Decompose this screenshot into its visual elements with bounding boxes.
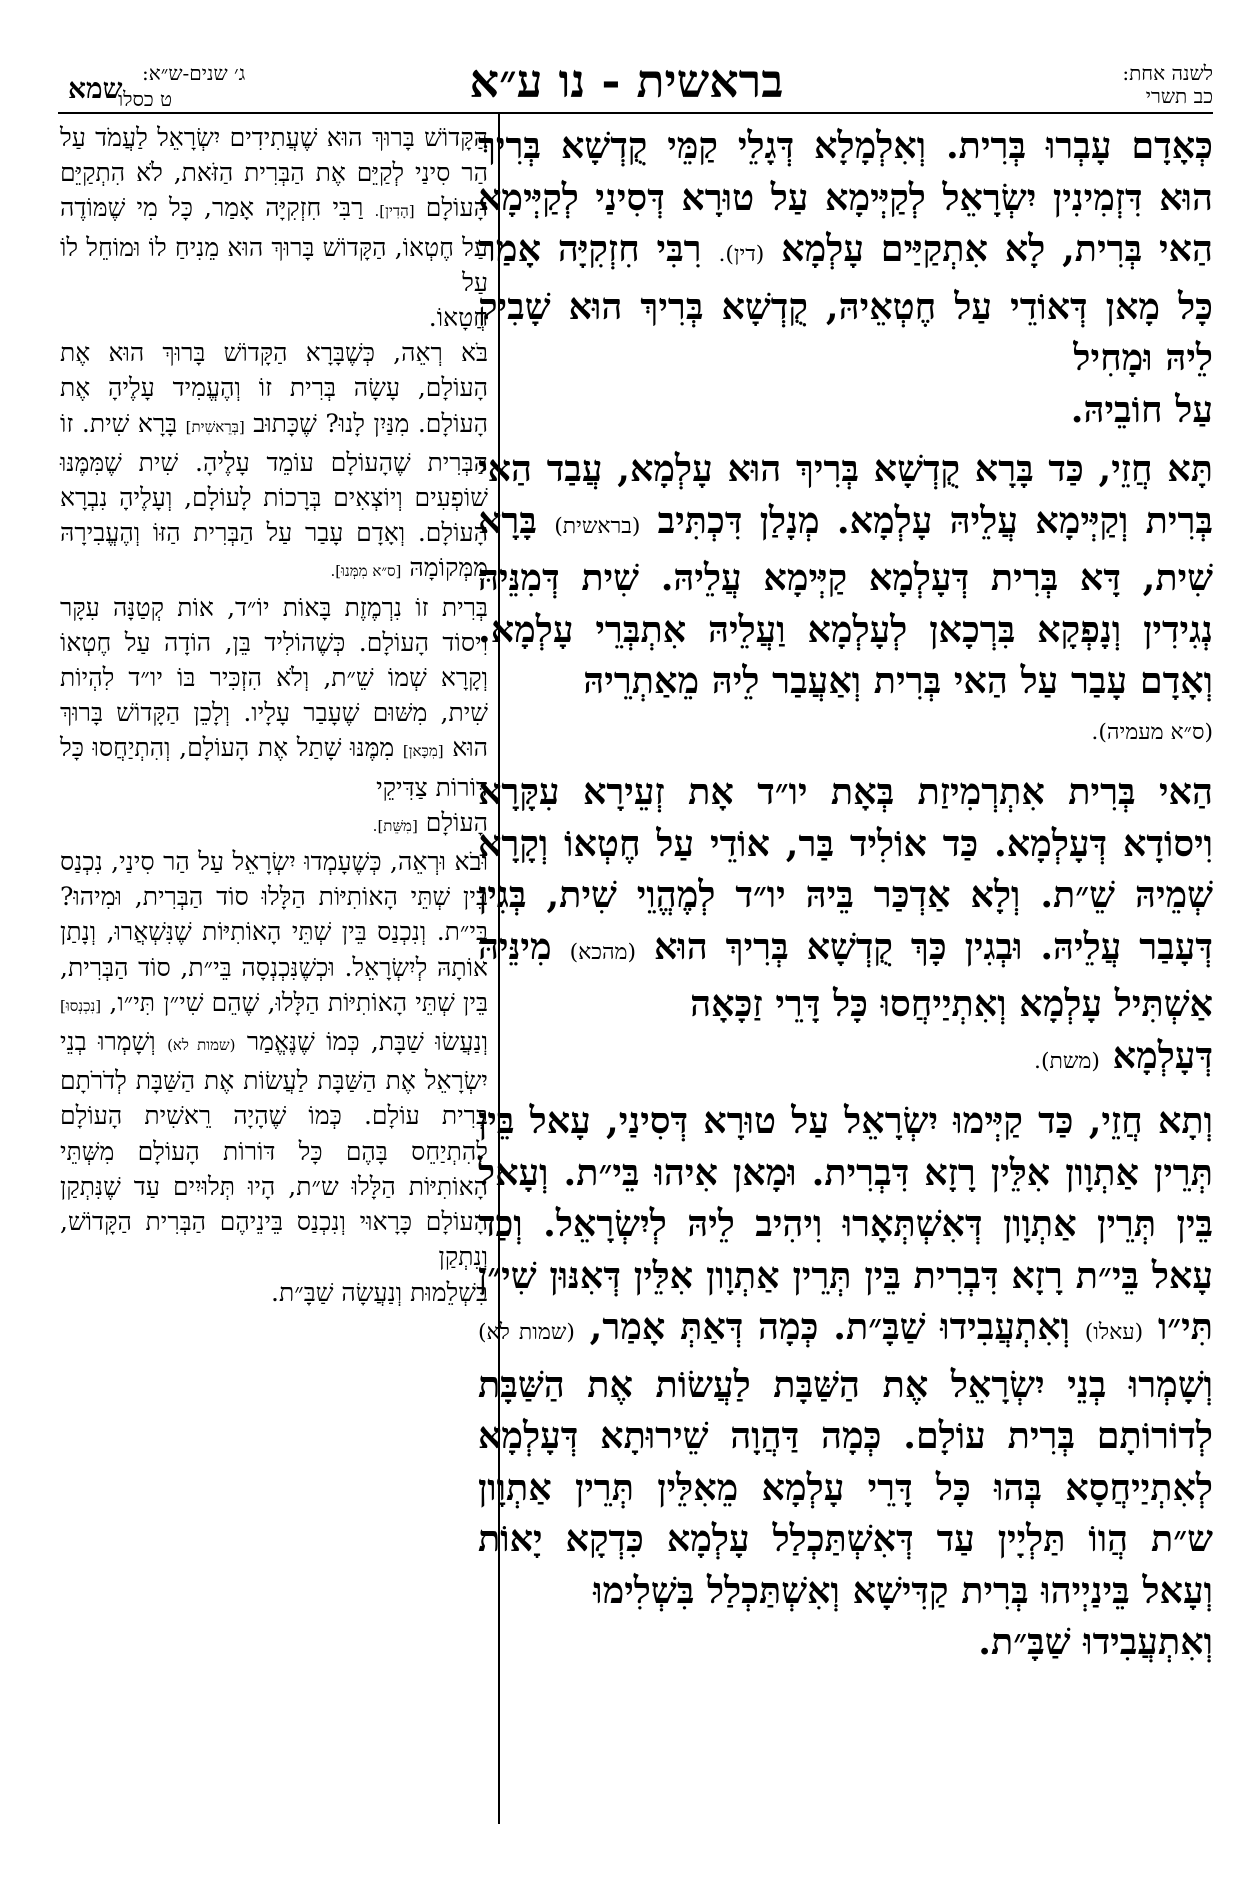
main-paragraph-4 xyxy=(478,1095,1213,1668)
side-text: בִּשְׁלֵמוּת וְנַעֲשָׂה שַׁבָּ״ת. xyxy=(271,1277,488,1307)
header-year-label: לשנה אחת: xyxy=(1122,61,1213,85)
side-text: רַבִּי חִזְקִיָּה אָמַר, כָּל מִי שֶׁמּוֹדֶה עַל חֶטְאוֹ, הַקָּדוֹשׁ בָּרוּךְ הוּא מֵנִיחַ לוֹ וּמוֹחֵל לוֹ עַל xyxy=(60,193,488,297)
source-ref: (בראשית) xyxy=(554,513,641,539)
source-ref: [מִשֵּׁת]. xyxy=(372,816,418,835)
source-ref: [ס״א מִמְּנוּ]. xyxy=(330,562,402,581)
header-divider xyxy=(58,112,1213,114)
source-ref: (משת). xyxy=(1034,1048,1100,1074)
main-text: בָּרָא שִׁית, דָּא בְּרִית דְּעָלְמָא קַיְּימָא עֲלֵיהּ. שִׁית דְּמִנֵּיהּ נְגִידִין וְנָפְקָא בִּרְכָאן לְעָלְמָא וַעֲלֵיהּ אִתְבְּרֵי עָלְמָא. וְאָדָם עָבַר עַל הַאי בְּרִית וְאַעֲבַר לֵיהּ מֵאַתְרֵיהּ xyxy=(478,498,1213,702)
header-date: כב תשרי xyxy=(1145,84,1213,108)
source-ref: (ס״א מעמיה). xyxy=(1091,719,1213,745)
side-text: בָּרָא שִׁית. זוֹ הַבְּרִית שֶׁהָעוֹלָם עוֹמֵד עָלֶיהָ. שִׁית שֶׁמִּמֶּנּוּ שׁוֹפְעִים וְיוֹצְאִים בְּרָכוֹת לָעוֹלָם, וְעָלֶיהָ נִבְרָא הָעוֹלָם. וְאָדָם עָבַר עַל הַבְּרִית הַזּוֹ וְהֶעֱבִירָהּ מִמְּקוֹמָהּ xyxy=(60,408,488,583)
side-text: הָעוֹלָם xyxy=(425,807,488,837)
side-paragraph-4 xyxy=(60,844,488,1310)
header-page-number: שמא xyxy=(68,72,123,105)
main-text: תָּא חֲזֵי, כַּד בָּרָא קֻדְשָׁא בְּרִיךְ הוּא עָלְמָא, עֲבַד הַאי בְּרִית וְקַיְּימָא עֲלֵיהּ עָלְמָא. מְנָלַן דִּכְתִּיב xyxy=(478,447,1213,542)
header-cycle-label: ג׳ שנים-ש״א: xyxy=(142,61,246,85)
header-cycle-date: ט כסלו xyxy=(118,87,173,111)
source-ref: [בְּרֵאשִׁית] xyxy=(185,417,245,436)
source-ref: (דין). xyxy=(718,242,765,267)
source-ref: (עאלו) xyxy=(1084,1320,1144,1345)
main-text: וְתָא חֲזֵי, כַּד קַיְּימוּ יִשְׂרָאֵל עַל טוּרָא דְּסִינַי, עָאל בֵּין תְּרֵין אַתְוָון אִלֵּין רָזָא דִּבְרִית. וּמָאן אִיהוּ בֵּי״ת. וְעָאל בֵּין תְּרֵין אַתְוָון דְּאִשְׁתְּאָרוּ וִיהִיב לֵיהּ לְיִשְׂרָאֵל. וְכַד עָאל בֵּי״ת רָזָא דִּבְרִית בֵּין תְּרֵין אַתְוָון אִלֵּין דְּאִנּוּן שִׁי״ן תִּי״ו xyxy=(478,1099,1214,1348)
side-text: וְנַעֲשׂוּ שַׁבָּת, כְּמוֹ שֶׁנֶּאֱמַר xyxy=(246,1027,489,1057)
source-ref: [הָדִין]. xyxy=(374,202,415,221)
main-paragraph-1 xyxy=(478,120,1213,435)
side-text: וּבֹא וּרְאֵה, כְּשֶׁעָמְדוּ יִשְׂרָאֵל עַל הַר סִינַי, נִכְנַס בֵּין שְׁתֵּי הָאוֹתִיּוֹת הַלָּלוּ סוֹד הַבְּרִית, וּמִיהוּ? בֵּי״ת. וְנִכְנַס בֵּין שְׁתֵּי הָאוֹתִיּוֹת שֶׁנִּשְׁאֲרוּ, וְנָתַן אוֹתָהּ לְיִשְׂרָאֵל. וּכְשֶׁנִּכְנְסָה בֵּי״ת, סוֹד הַבְּרִית, בֵּין שְׁתֵּי הָאוֹתִיּוֹת הַלָּלוּ, שֶׁהֵם שִׁי״ן תִּי״ו, xyxy=(60,847,488,1017)
side-text: חֲטָאוֹ. xyxy=(428,303,488,333)
source-ref: [נִכְנְסוּ] xyxy=(60,996,102,1015)
source-ref: [מִכָּאן] xyxy=(402,742,444,761)
main-text: עַל חוֹבֵיהּ. xyxy=(1070,387,1213,431)
main-paragraph-3 xyxy=(478,766,1213,1087)
hebrew-translation-column xyxy=(60,120,488,1310)
main-paragraph-2 xyxy=(478,443,1213,758)
main-text: וְאִתְעֲבִידוּ שַׁבָּ״ת. xyxy=(978,1620,1213,1663)
side-paragraph-1 xyxy=(60,120,488,335)
main-text: הַאי בְּרִית אִתְרְמִיזַת בְּאָת יו״ד אָת זְעֵירָא עִקָּרָא וִיסוֹדָא דְּעָלְמָא. כַּד אוֹלִיד בַּר, אוֹדֵי עַל חֶטְאוֹ וְקָרָא שְׁמֵיהּ שֵׁ״ת. וְלָא אַדְכַּר בֵּיהּ יו״ד לְמֶהֱוֵי שִׁית, בְּגִין דְּעָבַר עֲלֵיהּ. וּבְגִין כָּךְ קֻדְשָׁא בְּרִיךְ הוּא xyxy=(478,770,1213,968)
side-paragraph-3 xyxy=(60,590,488,844)
main-text: וְאִתְעֲבִידוּ שַׁבָּ״ת. כְּמָה דְּאַתְּ אָמַר, xyxy=(589,1305,1071,1348)
side-text: בֹּא רְאֵה, כְּשֶׁבָּרָא הַקָּדוֹשׁ בָּרוּךְ הוּא אֶת הָעוֹלָם, עָשָׂה בְּרִית זוֹ וְהֶעֱמִיד עָלֶיהָ אֶת הָעוֹלָם. מִנַּיִן לָנוּ? שֶׁכָּתוּב xyxy=(60,338,488,438)
side-paragraph-2 xyxy=(60,335,488,589)
main-text: רִבִּי חִזְקִיָּה אָמַר כָּל מָאן דְּאוֹדֵי עַל חֶטְאֵיהּ, קֻדְשָׁא בְּרִיךְ הוּא שָׁבִיק לֵיהּ וּמָחִיל xyxy=(478,227,1213,379)
main-text: מִינֵּיהּ אַשְׁתִּיל עָלְמָא וְאִתְיַיחֲסוּ כָּל דָּרֵי זַכָּאָה xyxy=(478,924,1213,1025)
side-text: מִמֶּנּוּ שָׁתַל אֶת הָעוֹלָם, וְהִתְיַחֲסוּ כָּל דּוֹרוֹת צַדִּיקֵי xyxy=(60,733,488,802)
source-ref: (שמות לא) xyxy=(167,1036,236,1055)
source-ref: (שמות לא) xyxy=(478,1320,575,1345)
side-text: וְשָׁמְרוּ בְנֵי יִשְׂרָאֵל אֶת הַשַּׁבָּת לַעֲשׂוֹת אֶת הַשַּׁבָּת לְדֹרֹתָם בְּרִית עוֹלָם. כְּמוֹ שֶׁהָיָה רֵאשִׁית הָעוֹלָם לְהִתְיַחֵס בָּהֶם כָּל דּוֹרוֹת הָעוֹלָם מִשְּׁתֵּי הָאוֹתִיּוֹת הַלָּלוּ ש״ת, הָיוּ תְּלוּיִים עַד שֶׁנִּתְקַן הָעוֹלָם כָּרָאוּי וְנִכְנַס בֵּינֵיהֶם הַבְּרִית הַקָּדוֹשׁ, וְנִתְקַן xyxy=(60,1027,488,1272)
page-title: בראשית - נו ע״א xyxy=(469,54,784,108)
source-ref: (מהכא) xyxy=(569,939,637,965)
side-text: הַקָּדוֹשׁ בָּרוּךְ הוּא שֶׁעֲתִידִים יִשְׂרָאֵל לַעֲמֹד עַל הַר סִינַי לְקַיֵּם אֶת הַבְּרִית הַזֹּאת, לֹא הִתְקַיֵּם הָעוֹלָם xyxy=(60,123,488,223)
main-text: וְשָׁמְרוּ בְנֵי יִשְׂרָאֵל אֶת הַשַּׁבָּת לַעֲשׂוֹת אֶת הַשַּׁבָּת לְדוֹרוֹתָם בְּרִית עוֹלָם. כְּמָה דַּהֲוָה שֵׁירוּתָא דְּעָלְמָא לְאִתְיַיחֲסָא בְּהוּ כָּל דָּרֵי עָלְמָא מֵאִלֵּין תְּרֵין אַתְוָון ש״ת הֲווֹ תַּלְיָין עַד דְּאִשְׁתַּכְלַל עָלְמָא כִּדְקָא יָאוֹת וְעָאל בֵּינַיְיהוּ בְּרִית קַדִּישָׁא וְאִשְׁתַּכְלַל בִּשְׁלִימוּ xyxy=(478,1362,1213,1612)
aramaic-column xyxy=(478,120,1213,1668)
main-text: כְּאָדָם עָבְרוּ בְּרִית. וְאִלְמָלָא דְּגָלֵי קַמֵּי קֻדְשָׁא בְּרִיךְ הוּא דִּזְמִינִין יִשְׂרָאֵל לְקַיְּימָא עַל טוּרָא דְּסִינַי לְקַיְּימָא הַאי בְּרִית, לָא אִתְקַיַּים עָלְמָא xyxy=(478,124,1213,270)
side-text: בְּרִית זוֹ נִרְמֶזֶת בָּאוֹת יוֹ״ד, אוֹת קְטַנָּה עִקָּר וִיסוֹד הָעוֹלָם. כְּשֶׁהוֹלִיד בֵּן, הוֹדָה עַל חֶטְאוֹ וְקָרָא שְׁמוֹ שֵׁ״ת, וְלֹא הִזְכִּיר בּוֹ יו״ד לִהְיוֹת שִׁית, מִשּׁוּם שֶׁעָבַר עָלָיו. וְלָכֵן הַקָּדוֹשׁ בָּרוּךְ הוּא xyxy=(60,592,489,763)
main-text: דְּעָלְמָא xyxy=(1112,1033,1213,1077)
